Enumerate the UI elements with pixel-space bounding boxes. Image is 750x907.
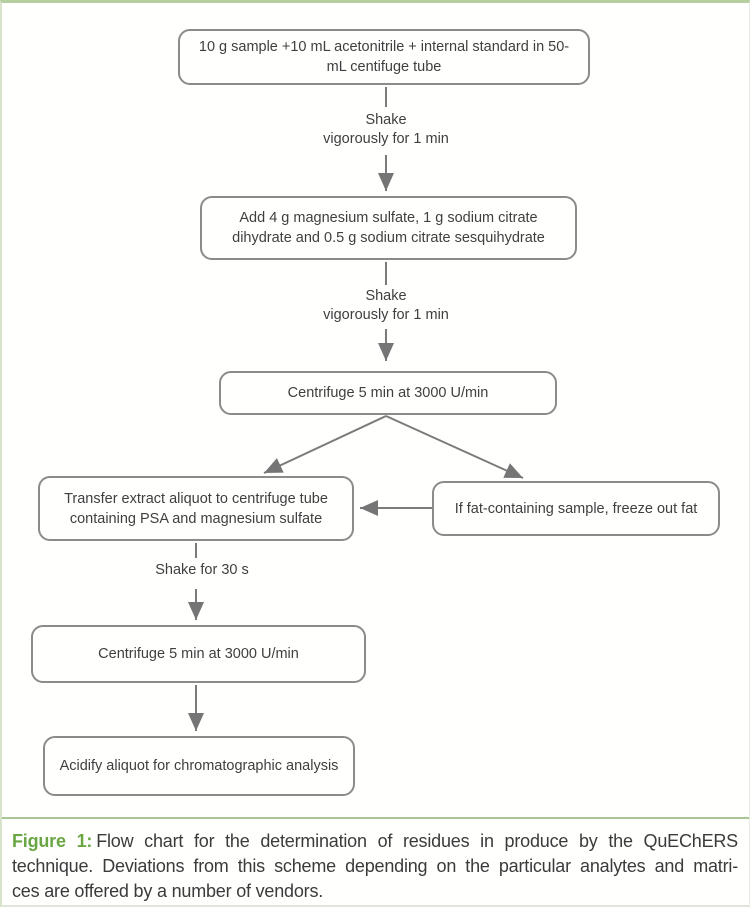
flow-node-transfer-extract: Transfer extract aliquot to centrifuge tube containing PSA and magnesium sulfate [38, 476, 354, 541]
edge-label-line: Shake for 30 s [155, 562, 249, 578]
arrow-centrifuge1-to-transfer [264, 416, 386, 473]
caption-text: Flow chart for the determination of residues in produce by the QuEChERS [96, 831, 738, 851]
flow-node-acidify: Acidify aliquot for chromatographic analysis [43, 736, 355, 796]
caption-line-1 [12, 829, 738, 854]
edge-label-shake-30s [102, 561, 302, 580]
flow-node-freeze-out-fat: If fat-containing sample, freeze out fat [432, 481, 720, 536]
edge-label-shake-2 [266, 287, 506, 325]
caption-label: Figure 1: [12, 831, 93, 851]
edge-label-line: vigorously for 1 min [323, 307, 449, 323]
flow-node-add-salts: Add 4 g magnesium sulfate, 1 g sodium citrate dihydrate and 0.5 g sodium citrate sesquihydrate [200, 196, 577, 260]
edge-label-shake-1 [266, 111, 506, 149]
flow-node-centrifuge-2: Centrifuge 5 min at 3000 U/min [31, 625, 366, 683]
flow-node-centrifuge-1: Centrifuge 5 min at 3000 U/min [219, 371, 557, 415]
caption-divider [2, 817, 750, 819]
edge-label-line: vigorously for 1 min [323, 131, 449, 147]
caption-line-3: ces are offered by a number of vendors. [12, 881, 324, 901]
edge-label-line: Shake [365, 288, 407, 304]
flow-node-sample-prep: 10 g sample +10 mL acetonitrile + internal standard in 50-mL centifuge tube [178, 29, 590, 85]
caption-line-2: technique. Deviations from this scheme depending on the particular analytes and matri- [12, 856, 738, 876]
edge-label-line: Shake [365, 112, 407, 128]
flowchart [2, 3, 750, 815]
arrow-centrifuge1-to-freeze [386, 416, 523, 478]
figure-caption [2, 825, 750, 904]
